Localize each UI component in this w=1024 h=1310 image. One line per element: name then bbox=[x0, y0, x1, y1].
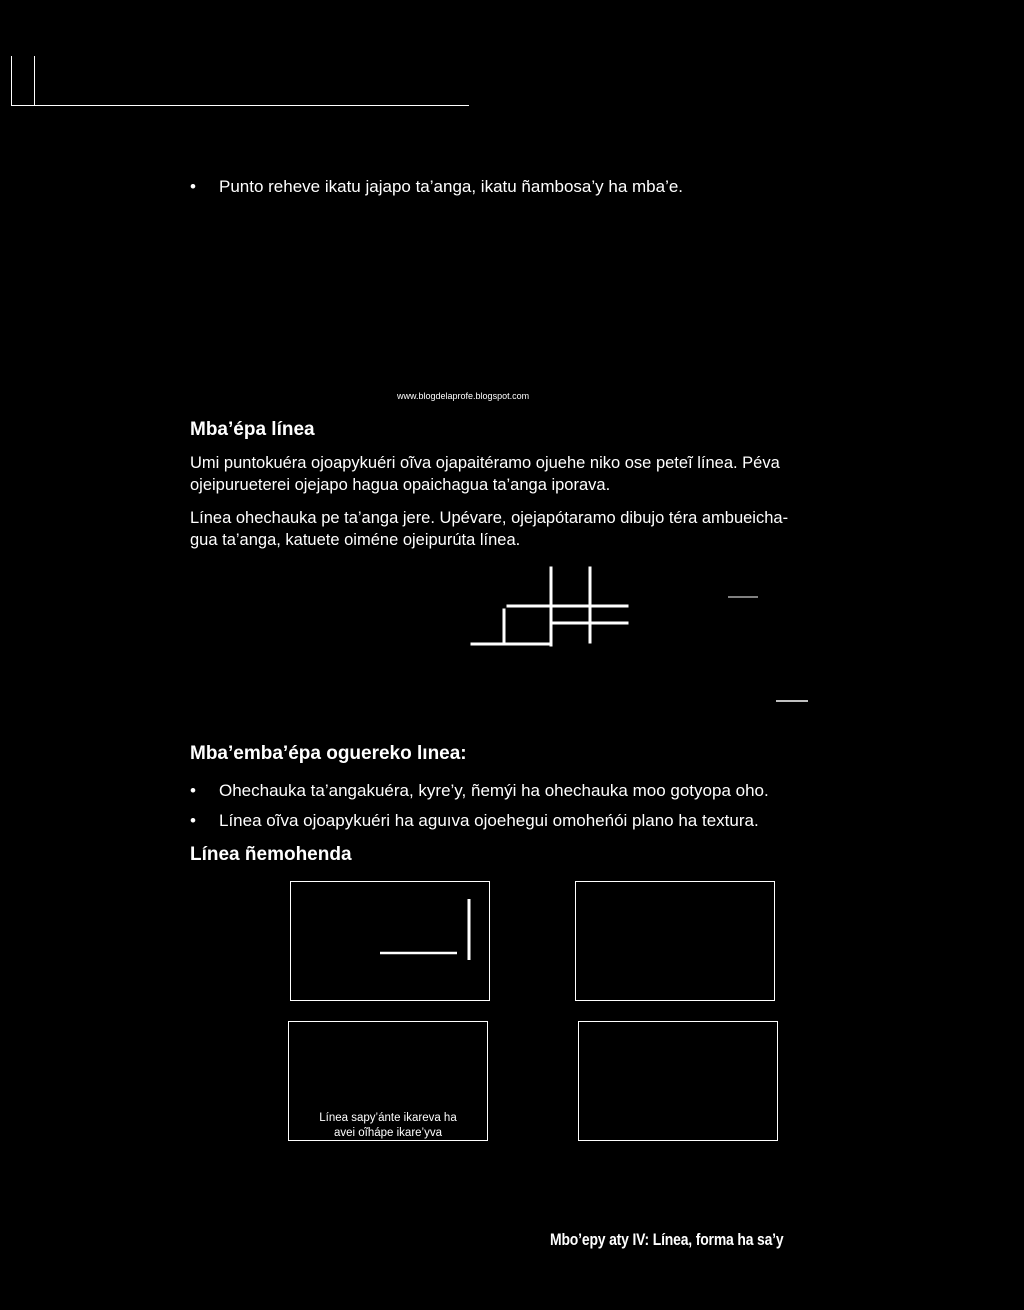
source-url: www.blogdelaprofe.blogspot.com bbox=[397, 391, 530, 401]
intro-bullet-item bbox=[190, 177, 683, 197]
header-rule-left-2 bbox=[34, 56, 35, 105]
example-image-box-4 bbox=[578, 1021, 778, 1141]
caption-line-2: avei oĩháре ikare’yva bbox=[333, 1127, 443, 1139]
uses-bullet-item bbox=[190, 781, 769, 801]
line-drawing-figure bbox=[460, 560, 820, 710]
uses-bullet-text: Ohechauka ta’angakuéra, kyre’y, ñemýi ha ohechauka moo gotyopa oho. bbox=[219, 781, 769, 800]
header-rule-bottom bbox=[11, 105, 469, 106]
bullet-marker: • bbox=[190, 177, 196, 196]
section-title-uses: Mba’emba’épa oguereko lınea: bbox=[190, 743, 467, 764]
intro-text: Punto reheve ikatu jajapo ta’anga, ikatu ñambosa’y ha mba’e. bbox=[219, 177, 684, 196]
example-caption bbox=[289, 1111, 487, 1141]
section-title-types: Línea ñemohenda bbox=[190, 844, 352, 865]
caption-line-1: Línea sapy’ánte ikareva ha bbox=[319, 1112, 457, 1124]
header-rule-left-1 bbox=[11, 56, 12, 105]
paragraph-text-line-1: Línea ohechauka pe ta’anga jere. Upévare, ojejapótaramo dibujo téra ambueicha- bbox=[190, 509, 789, 527]
section-line-paragraph-1 bbox=[190, 452, 880, 496]
footer-title: Mbo’epy aty IV: Línea, forma ha sa’y bbox=[550, 1230, 784, 1249]
section-line-paragraph-2 bbox=[190, 507, 890, 551]
example-image-box-3 bbox=[288, 1021, 488, 1141]
example-line-drawing bbox=[291, 882, 491, 1002]
uses-bullet-text: Línea oĩva ojoapykuéri ha aguıva ojoehegui omoheńói plano ha textura. bbox=[219, 811, 759, 830]
example-image-box-2 bbox=[575, 881, 775, 1001]
paragraph-text: Umi puntokuéra ojoapykuéri oĩva ojapaitéramo ojuehe niko ose peteĩ línea. Péva ojeipurueterei ojejapo hagua opaichagua ta’anga iporava. bbox=[190, 454, 780, 494]
bullet-marker: • bbox=[190, 781, 196, 800]
uses-bullet-item bbox=[190, 811, 759, 831]
bullet-marker: • bbox=[190, 811, 196, 830]
example-image-box-1 bbox=[290, 881, 490, 1001]
section-title-line: Mba’épa línea bbox=[190, 419, 315, 440]
paragraph-text-line-2: gua ta’anga, katuete oiméne ojeipurúta línea. bbox=[190, 531, 521, 549]
